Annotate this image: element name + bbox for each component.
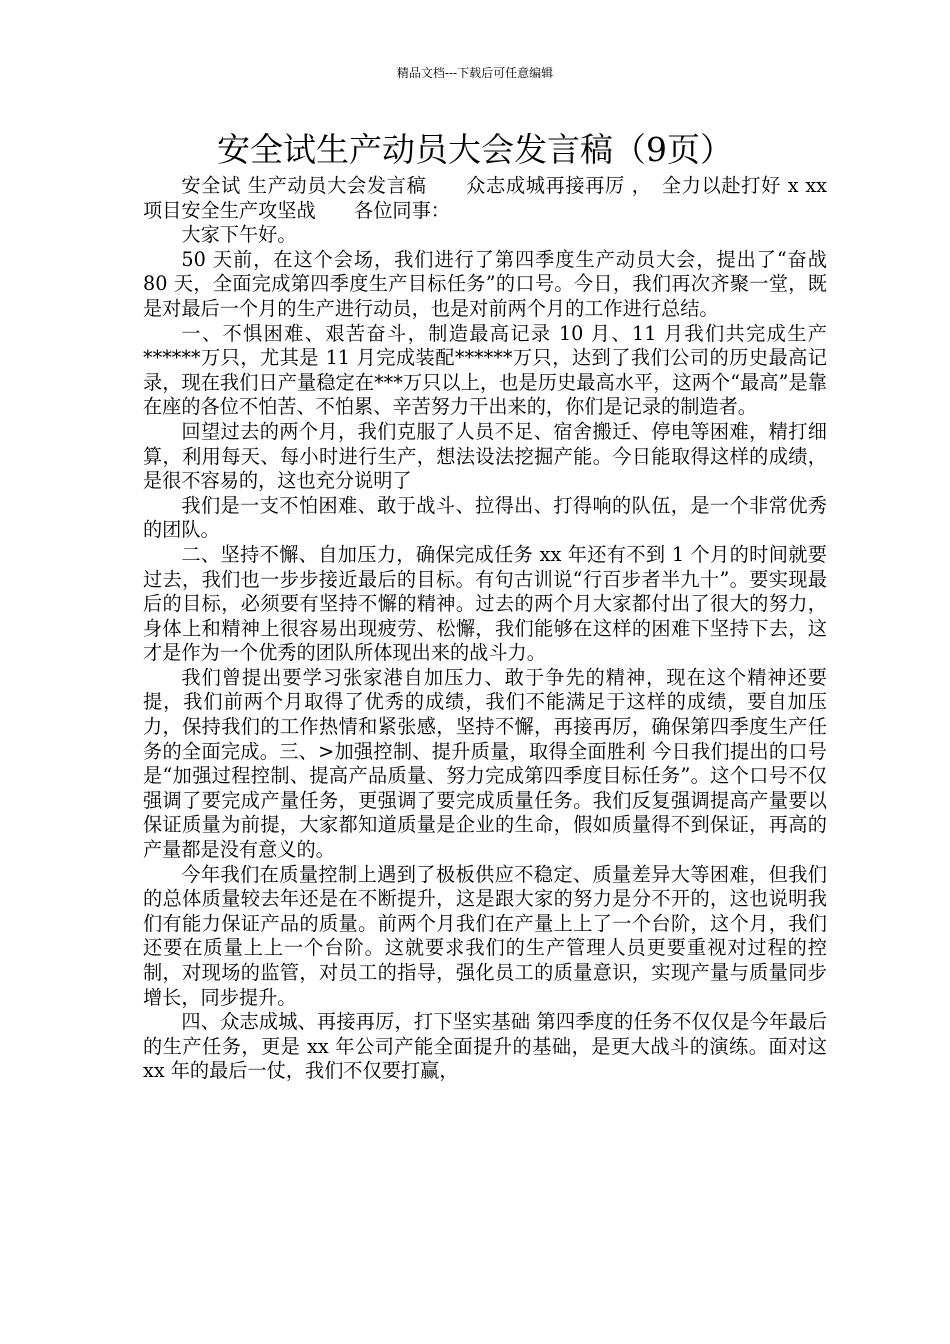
header-note: 精品文档---下载后可任意编辑: [396, 66, 554, 80]
paragraph: 二、坚持不懈、自加压力，确保完成任务 xx 年还有不到 1 个月的时间就要过去，我们也一步步接近最后的目标。有句古训说“行百步者半九十”。要实现最后的目标，必须要有坚持不懈的精神。过去的两个月大家都付出了很大的努力，身体上和精神上很容易出现疲劳、松懈，我们能够在这样的困难下坚持下去，这才是作为一个优秀的团队所体现出来的战斗力。: [143, 542, 827, 665]
paragraph: 一、不惧困难、艰苦奋斗，制造最高记录 10 月、11 月我们共完成生产******万只，尤其是 11 月完成装配******万只，达到了我们公司的历史最高记录，现在我们日产量稳定在***万只以上，也是历史最高水平，这两个“最高”是靠在座的各位不怕苦、不怕累、辛苦努力干出来的，你们是记录的制造者。: [143, 321, 827, 419]
document-body: [143, 174, 827, 1084]
paragraph: 回望过去的两个月，我们克服了人员不足、宿舍搬迁、停电等困难，精打细算，利用每天、每小时进行生产，想法设法挖掘产能。今日能取得这样的成绩，是很不容易的，这也充分说明了: [143, 419, 827, 493]
paragraph: 50 天前，在这个会场，我们进行了第四季度生产动员大会，提出了“奋战 80 天，全面完成第四季度生产目标任务”的口号。今日，我们再次齐聚一堂，既是对最后一个月的生产进行动员，也是对前两个月的工作进行总结。: [143, 247, 827, 320]
paragraph: 安全试 生产动员大会发言稿 众志成城再接再厉 ， 全力以赴打好 x xx 项目安全生产攻坚战 各位同事：: [143, 174, 827, 222]
paragraph: 四、众志成城、再接再厉，打下坚实基础 第四季度的任务不仅仅是今年最后的生产任务，更是 xx 年公司产能全面提升的基础，是更大战斗的演练。面对这 xx 年的最后一仗，我们不仅要打赢，: [143, 1010, 827, 1083]
paragraph: 我们是一支不怕困难、敢于战斗、拉得出、打得响的队伍，是一个非常优秀的团队。: [143, 493, 827, 542]
paragraph: 大家下午好。: [181, 223, 297, 247]
paragraph: 今年我们在质量控制上遇到了极板供应不稳定、质量差异大等困难，但我们的总体质量较去年还是在不断提升，这是跟大家的努力是分不开的，这也说明我们有能力保证产品的质量。前两个月我们在产量上上了一个台阶，这个月，我们还要在质量上上一个台阶。这就要求我们的生产管理人员更要重视对过程的控制，对现场的监管，对员工的指导，强化员工的质量意识，实现产量与质量同步增长，同步提升。: [143, 862, 827, 1009]
paragraph: 我们曾提出要学习张家港自加压力、敢于争先的精神，现在这个精神还要提，我们前两个月取得了优秀的成绩，我们不能满足于这样的成绩，要自加压力，保持我们的工作热情和紧张感，坚持不懈，再接再厉，确保第四季度生产任务的全面完成。三、>加强控制、提升质量，取得全面胜利 今日我们提出的口号是“加强过程控制、提高产品质量、努力完成第四季度目标任务”。这个口号不仅强调了要完成产量任务，更强调了要完成质量任务。我们反复强调提高产量要以保证质量为前提，大家都知道质量是企业的生命，假如质量得不到保证，再高的产量都是没有意义的。: [143, 665, 827, 862]
document-title: 安全试生产动员大会发言稿（9页）: [217, 130, 733, 169]
